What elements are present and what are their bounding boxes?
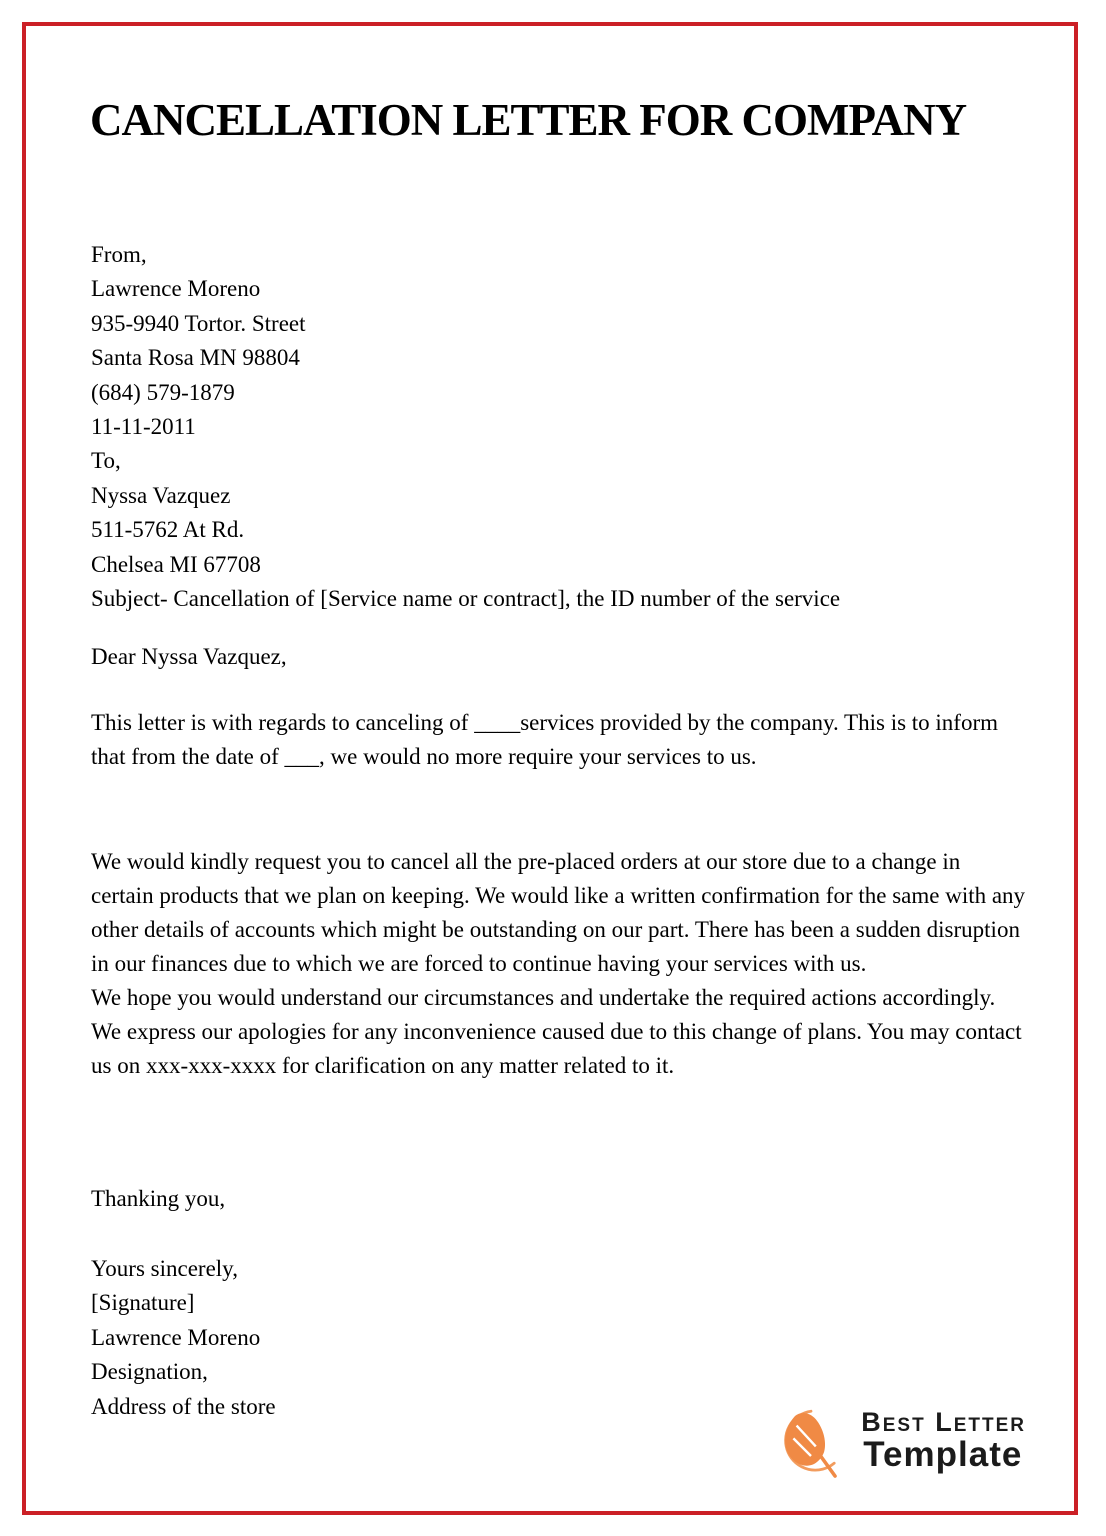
signature-block xyxy=(91,1252,276,1424)
address-line-recipient-name: Nyssa Vazquez xyxy=(91,482,231,508)
signoff-line: Yours sincerely, xyxy=(91,1256,238,1281)
subject-line: Subject- Cancellation of [Service name or contract], the ID number of the service xyxy=(91,586,841,612)
paragraph-request-details: We would kindly request you to cancel all the pre-placed orders at our store due to a change in certain products that we plan on keeping. We would like a written confirmation for the same with any other details of accounts which might be outstanding on our part. There has been a sudden disruption in our finances due to which we are forced to continue having your services with us. xyxy=(91,849,1026,976)
address-line-sender-name: Lawrence Moreno xyxy=(91,276,261,302)
signer-designation: Designation, xyxy=(91,1359,208,1385)
logo-text xyxy=(861,1407,1026,1474)
salutation: Dear Nyssa Vazquez, xyxy=(91,644,287,669)
address-line-sender-phone: (684) 579-1879 xyxy=(91,379,235,405)
address-line-date: 11-11-2011 xyxy=(91,414,196,440)
logo-text-line2: Template xyxy=(863,1434,1023,1474)
thanking-line: Thanking you, xyxy=(91,1186,226,1211)
address-line-from: From, xyxy=(91,242,147,267)
paragraph-cancel-notice: This letter is with regards to canceling of ____services provided by the company. This is to inform that from the date of ___, we would no more require your services to us. xyxy=(91,710,999,769)
paragraph-group xyxy=(91,845,1026,1083)
address-block xyxy=(91,238,1026,616)
address-line-sender-street: 935-9940 Tortor. Street xyxy=(91,310,306,336)
signature-placeholder: [Signature] xyxy=(91,1290,195,1316)
paragraph-apology-contact: We hope you would understand our circumstances and undertake the required actions accordingly. We express our apologies for any inconvenience caused due to this change of plans. You may contact us on xxx-xxx-xxxx for clarification on any matter related to it. xyxy=(91,985,1022,1078)
signer-address: Address of the store xyxy=(91,1393,276,1419)
address-line-sender-city: Santa Rosa MN 98804 xyxy=(91,345,300,371)
brand-logo xyxy=(771,1398,1026,1482)
logo-text-line1: Best Letter xyxy=(861,1407,1026,1438)
address-line-recipient-street: 511-5762 At Rd. xyxy=(91,517,245,543)
address-line-recipient-city: Chelsea MI 67708 xyxy=(91,551,261,577)
page-title: CANCELLATION LETTER FOR COMPANY xyxy=(90,95,967,145)
signer-name: Lawrence Moreno xyxy=(91,1324,261,1350)
address-line-to: To, xyxy=(91,448,121,474)
feather-icon xyxy=(771,1398,851,1482)
